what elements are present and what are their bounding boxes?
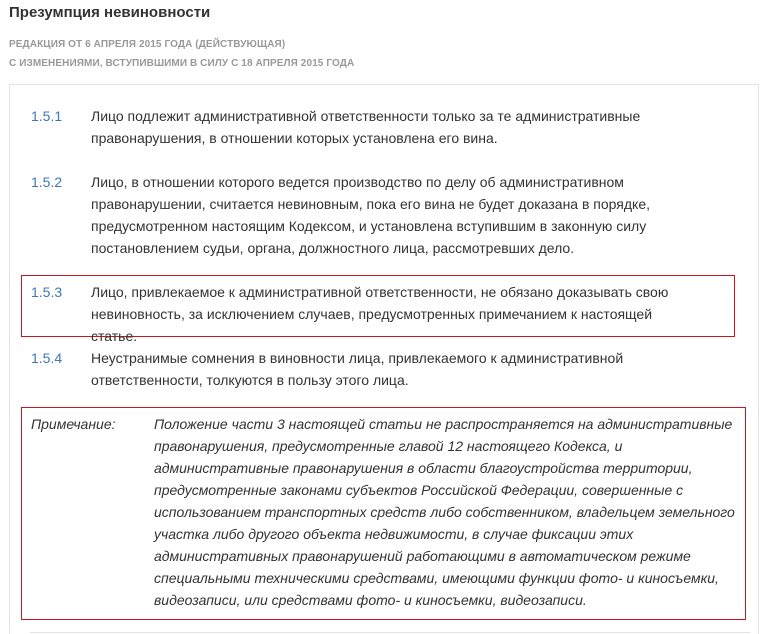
clause-text: Неустранимые сомнения в виновности лица, привлекаемого к административной ответственности, толкуются в пользу этого лица. [91, 350, 624, 388]
divider [30, 632, 750, 633]
clause-text: Лицо, привлекаемое к административной ответственности, не обязано доказывать свою невиновность, за исключением случаев, предусмотренных примечанием к настоящей статье. [91, 284, 669, 344]
clause-1-5-2 [22, 171, 734, 261]
clause-text: Лицо, в отношении которого ведется производство по делу об административном правонарушении, считается невиновным, пока его вина не будет доказана в порядке, предусмотренном настоящим Кодексом, и установлена вступившим в законную силу постановлением судьи, органа, должностного лица, рассмотревших дело. [91, 174, 651, 256]
clause-number[interactable]: 1.5.1 [31, 108, 63, 124]
clause-1-5-3 [22, 281, 734, 344]
amendments-info: С ИЗМЕНЕНИЯМИ, ВСТУПИВШИМИ В СИЛУ С 18 АПРЕЛЯ 2015 ГОДА [9, 58, 355, 69]
clause-1-5-4 [22, 347, 734, 397]
note-text: Положение части 3 настоящей статьи не распространяется на административные правонарушения, предусмотренные главой 12 настоящего Кодекса, и административные правонарушения в области благоустройства территории, предусмотренные законами субъектов Российской Федерации, совершенные с использованием транспортных средств либо собственником, владельцем земельного участка либо другого объекта недвижимости, в случае фиксации этих административных правонарушений работающими в автоматическом режиме специальными техническими средствами, имеющими функции фото- и киносъемки, видеозаписи, или средствами фото- и киносъемки, видеозаписи. [154, 416, 735, 608]
article-body [9, 84, 759, 634]
clause-number[interactable]: 1.5.3 [31, 284, 63, 300]
clause-text: Лицо подлежит административной ответственности только за те административные правонарушения, в отношении которых установлена его вина. [91, 108, 641, 146]
edition-info: РЕДАКЦИЯ ОТ 6 АПРЕЛЯ 2015 ГОДА (ДЕЙСТВУЮЩАЯ) [9, 39, 286, 50]
clause-number[interactable]: 1.5.2 [31, 174, 63, 190]
article-title: Презумпция невиновности [9, 4, 211, 21]
clause-number[interactable]: 1.5.4 [31, 350, 63, 366]
clause-1-5-1 [22, 105, 734, 155]
note-label: Примечание: [31, 416, 116, 432]
